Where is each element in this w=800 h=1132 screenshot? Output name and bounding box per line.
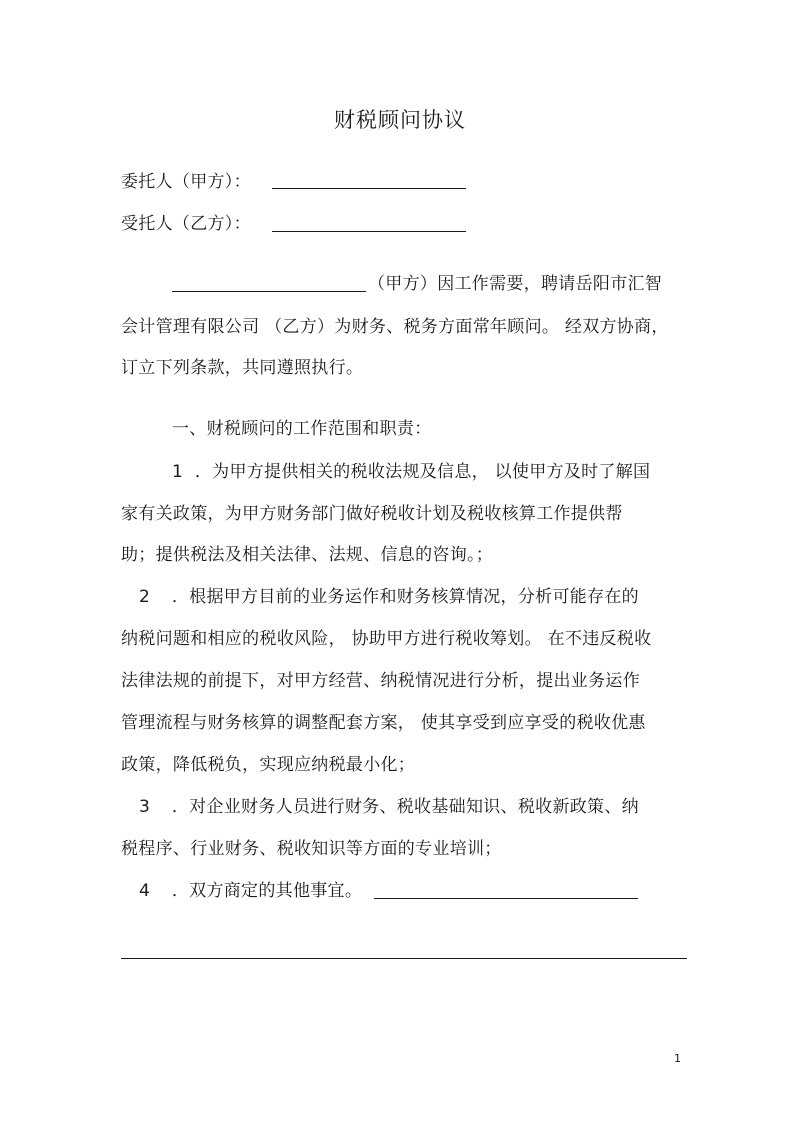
document-title: 财税顾问协议 bbox=[334, 108, 466, 132]
item-1-text: ．为甲方提供相关的税收法规及信息， 以使甲方及时了解国 bbox=[194, 462, 651, 482]
item-2-text: ．根据甲方目前的业务运作和财务核算情况，分析可能存在的 bbox=[171, 587, 639, 607]
item-2-line-3: 法律法规的前提下，对甲方经营、纳税情况进行分析，提出业务运作 bbox=[121, 671, 640, 691]
item-2-line-2: 纳税问题和相应的税收风险， 协助甲方进行税收筹划。 在不违反税收 bbox=[121, 629, 652, 649]
item-2-number: 2 bbox=[139, 587, 151, 607]
item-2-line-5: 政策，降低税负，实现应纳税最小化； bbox=[121, 755, 416, 775]
item-4-blank[interactable] bbox=[374, 898, 638, 899]
item-1-number: 1 bbox=[172, 462, 184, 482]
section-1-heading: 一、财税顾问的工作范围和职责： bbox=[172, 419, 432, 439]
party-b-blank[interactable] bbox=[272, 231, 466, 232]
item-2-line-4: 管理流程与财务核算的调整配套方案， 使其享受到应享受的税收优惠 bbox=[121, 713, 646, 733]
fill-in-line[interactable] bbox=[121, 958, 687, 959]
intro-line-2: 会计管理有限公司 （乙方）为财务、税务方面常年顾问。 经双方协商， bbox=[121, 317, 669, 337]
intro-party-a-blank[interactable] bbox=[172, 291, 366, 292]
item-4-text: ．双方商定的其他事宜。 bbox=[171, 881, 363, 901]
item-1-first-line bbox=[172, 460, 650, 484]
item-4-number: 4 bbox=[139, 881, 151, 901]
item-2-first-line bbox=[139, 585, 639, 609]
party-a-row bbox=[121, 170, 251, 194]
intro-line-1: （甲方）因工作需要，聘请岳阳市汇智 bbox=[368, 274, 663, 294]
item-3-number: 3 bbox=[139, 797, 151, 817]
item-3-first-line bbox=[139, 795, 639, 819]
item-1-line-2: 家有关政策，为甲方财务部门做好税收计划及税收核算工作提供帮 bbox=[121, 504, 623, 524]
party-b-row bbox=[121, 212, 251, 236]
item-3-text: ．对企业财务人员进行财务、税收基础知识、税收新政策、纳 bbox=[171, 797, 639, 817]
page-number: 1 bbox=[674, 1052, 681, 1065]
item-4-first-line bbox=[139, 879, 362, 903]
item-1-line-3: 助；提供税法及相关法律、法规、信息的咨询。； bbox=[121, 545, 494, 565]
party-a-label: 委托人（甲方）： bbox=[121, 172, 251, 192]
item-3-line-2: 税程序、行业财务、税收知识等方面的专业培训； bbox=[121, 839, 502, 859]
party-b-label: 受托人（乙方）： bbox=[121, 214, 251, 234]
party-a-blank[interactable] bbox=[272, 188, 466, 189]
intro-line-3: 订立下列条款，共同遵照执行。 bbox=[121, 358, 364, 378]
